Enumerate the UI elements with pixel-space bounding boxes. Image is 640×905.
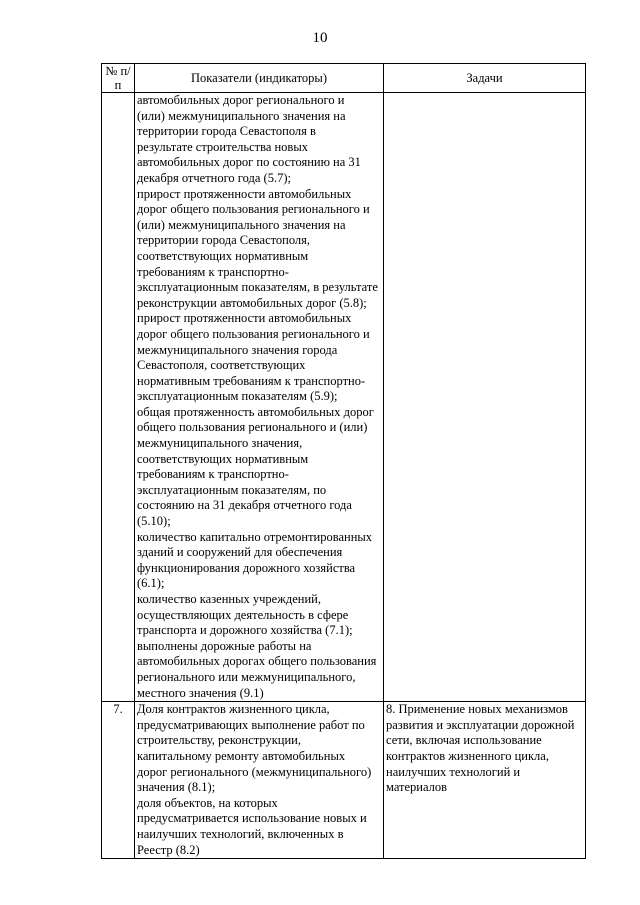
indicator-line: (5.10);	[137, 514, 171, 529]
task-line: 8. Применение новых механизмов	[386, 702, 568, 717]
table-row	[102, 702, 586, 859]
indicator-line: количество казенных учреждений,	[137, 592, 321, 606]
indicator-line: декабря отчетного года (5.7);	[137, 170, 291, 185]
header-tasks: Задачи	[384, 64, 586, 93]
indicators-cell	[135, 702, 384, 859]
indicator-line: осуществляющих деятельность в сфере	[137, 607, 349, 622]
indicator-line: реконструкции автомобильных дорог (5.8);	[137, 295, 367, 310]
indicator-line: прирост протяженности автомобильных	[137, 186, 352, 201]
header-indicators: Показатели (индикаторы)	[135, 64, 384, 93]
indicator-line: общая протяженность автомобильных дорог	[137, 404, 374, 419]
indicator-line: дорог общего пользования регионального и	[137, 326, 370, 341]
indicator-line: регионального или межмуниципального,	[137, 669, 356, 684]
task-line: наилучших технологий и	[386, 764, 521, 779]
indicator-line: транспорта и дорожного хозяйства (7.1);	[137, 623, 353, 638]
indicator-line: территории города Севастополя,	[137, 233, 311, 248]
indicator-line: общего пользования регионального и (или)	[137, 420, 368, 435]
indicator-line: зданий и сооружений для обеспечения	[137, 545, 343, 560]
indicator-line: нормативным требованиям к транспортно-	[137, 373, 366, 388]
table-header-row	[102, 64, 586, 93]
indicator-line: доля объектов, на которых	[137, 795, 278, 810]
task-line: сети, включая использование	[386, 733, 542, 748]
task-line: материалов	[386, 780, 448, 795]
row-number: 7.	[102, 702, 135, 859]
indicator-line: автомобильных дорог регионального и	[137, 93, 345, 107]
indicator-line: строительству, реконструкции,	[137, 733, 301, 748]
indicator-line: функционирования дорожного хозяйства	[137, 560, 356, 575]
indicator-line: межмуниципального значения,	[137, 436, 303, 451]
page-number: 10	[312, 30, 328, 46]
indicator-line: Севастополя, соответствующих	[137, 358, 306, 373]
indicator-line: (6.1);	[137, 576, 165, 591]
indicator-line: дорог регионального (межмуниципального)	[137, 764, 372, 779]
indicator-line: количество капитально отремонтированных	[137, 529, 373, 544]
indicators-cell	[135, 93, 384, 702]
indicator-line: наилучших технологий, включенных в	[137, 826, 344, 841]
header-number: № п/п	[102, 64, 135, 93]
indicator-line: Доля контрактов жизненного цикла,	[137, 702, 330, 717]
indicator-line: соответствующих нормативным	[137, 451, 309, 466]
indicator-line: территории города Севастополя в	[137, 124, 316, 139]
tasks-cell	[384, 93, 586, 702]
indicator-line: предусматривающих выполнение работ по	[137, 717, 365, 732]
indicator-line: дорог общего пользования регионального и	[137, 202, 370, 217]
indicator-line: эксплуатационным показателям (5.9);	[137, 389, 338, 404]
indicator-line: прирост протяженности автомобильных	[137, 311, 352, 326]
indicator-line: автомобильных дорогах общего пользования	[137, 654, 377, 669]
indicator-line: значения (8.1);	[137, 780, 216, 795]
task-line: контрактов жизненного цикла,	[386, 748, 549, 763]
indicator-line: межмуниципального значения города	[137, 342, 338, 357]
row-number	[102, 93, 135, 702]
indicator-line: Реестр (8.2)	[137, 842, 200, 857]
indicator-line: требованиям к транспортно-	[137, 264, 289, 279]
indicator-line: (или) межмуниципального значения на	[137, 217, 346, 232]
task-line: развития и эксплуатации дорожной	[386, 717, 575, 732]
indicator-line: состоянию на 31 декабря отчетного года	[137, 498, 352, 513]
table-row	[102, 93, 586, 702]
indicator-line: (или) межмуниципального значения на	[137, 108, 346, 123]
indicator-line: соответствующих нормативным	[137, 248, 309, 263]
indicator-line: эксплуатационным показателям, по	[137, 482, 327, 497]
indicator-line: местного значения (9.1)	[137, 685, 264, 700]
indicator-line: выполнены дорожные работы на	[137, 638, 312, 653]
indicator-line: результате строительства новых	[137, 139, 308, 154]
indicator-line: капитальному ремонту автомобильных	[137, 748, 346, 763]
indicators-table	[101, 63, 586, 859]
indicator-line: предусматривается использование новых и	[137, 811, 367, 826]
indicator-line: эксплуатационным показателям, в результате	[137, 280, 378, 295]
indicator-line: требованиям к транспортно-	[137, 467, 289, 482]
indicator-line: автомобильных дорог по состоянию на 31	[137, 155, 361, 170]
tasks-cell	[384, 702, 586, 859]
